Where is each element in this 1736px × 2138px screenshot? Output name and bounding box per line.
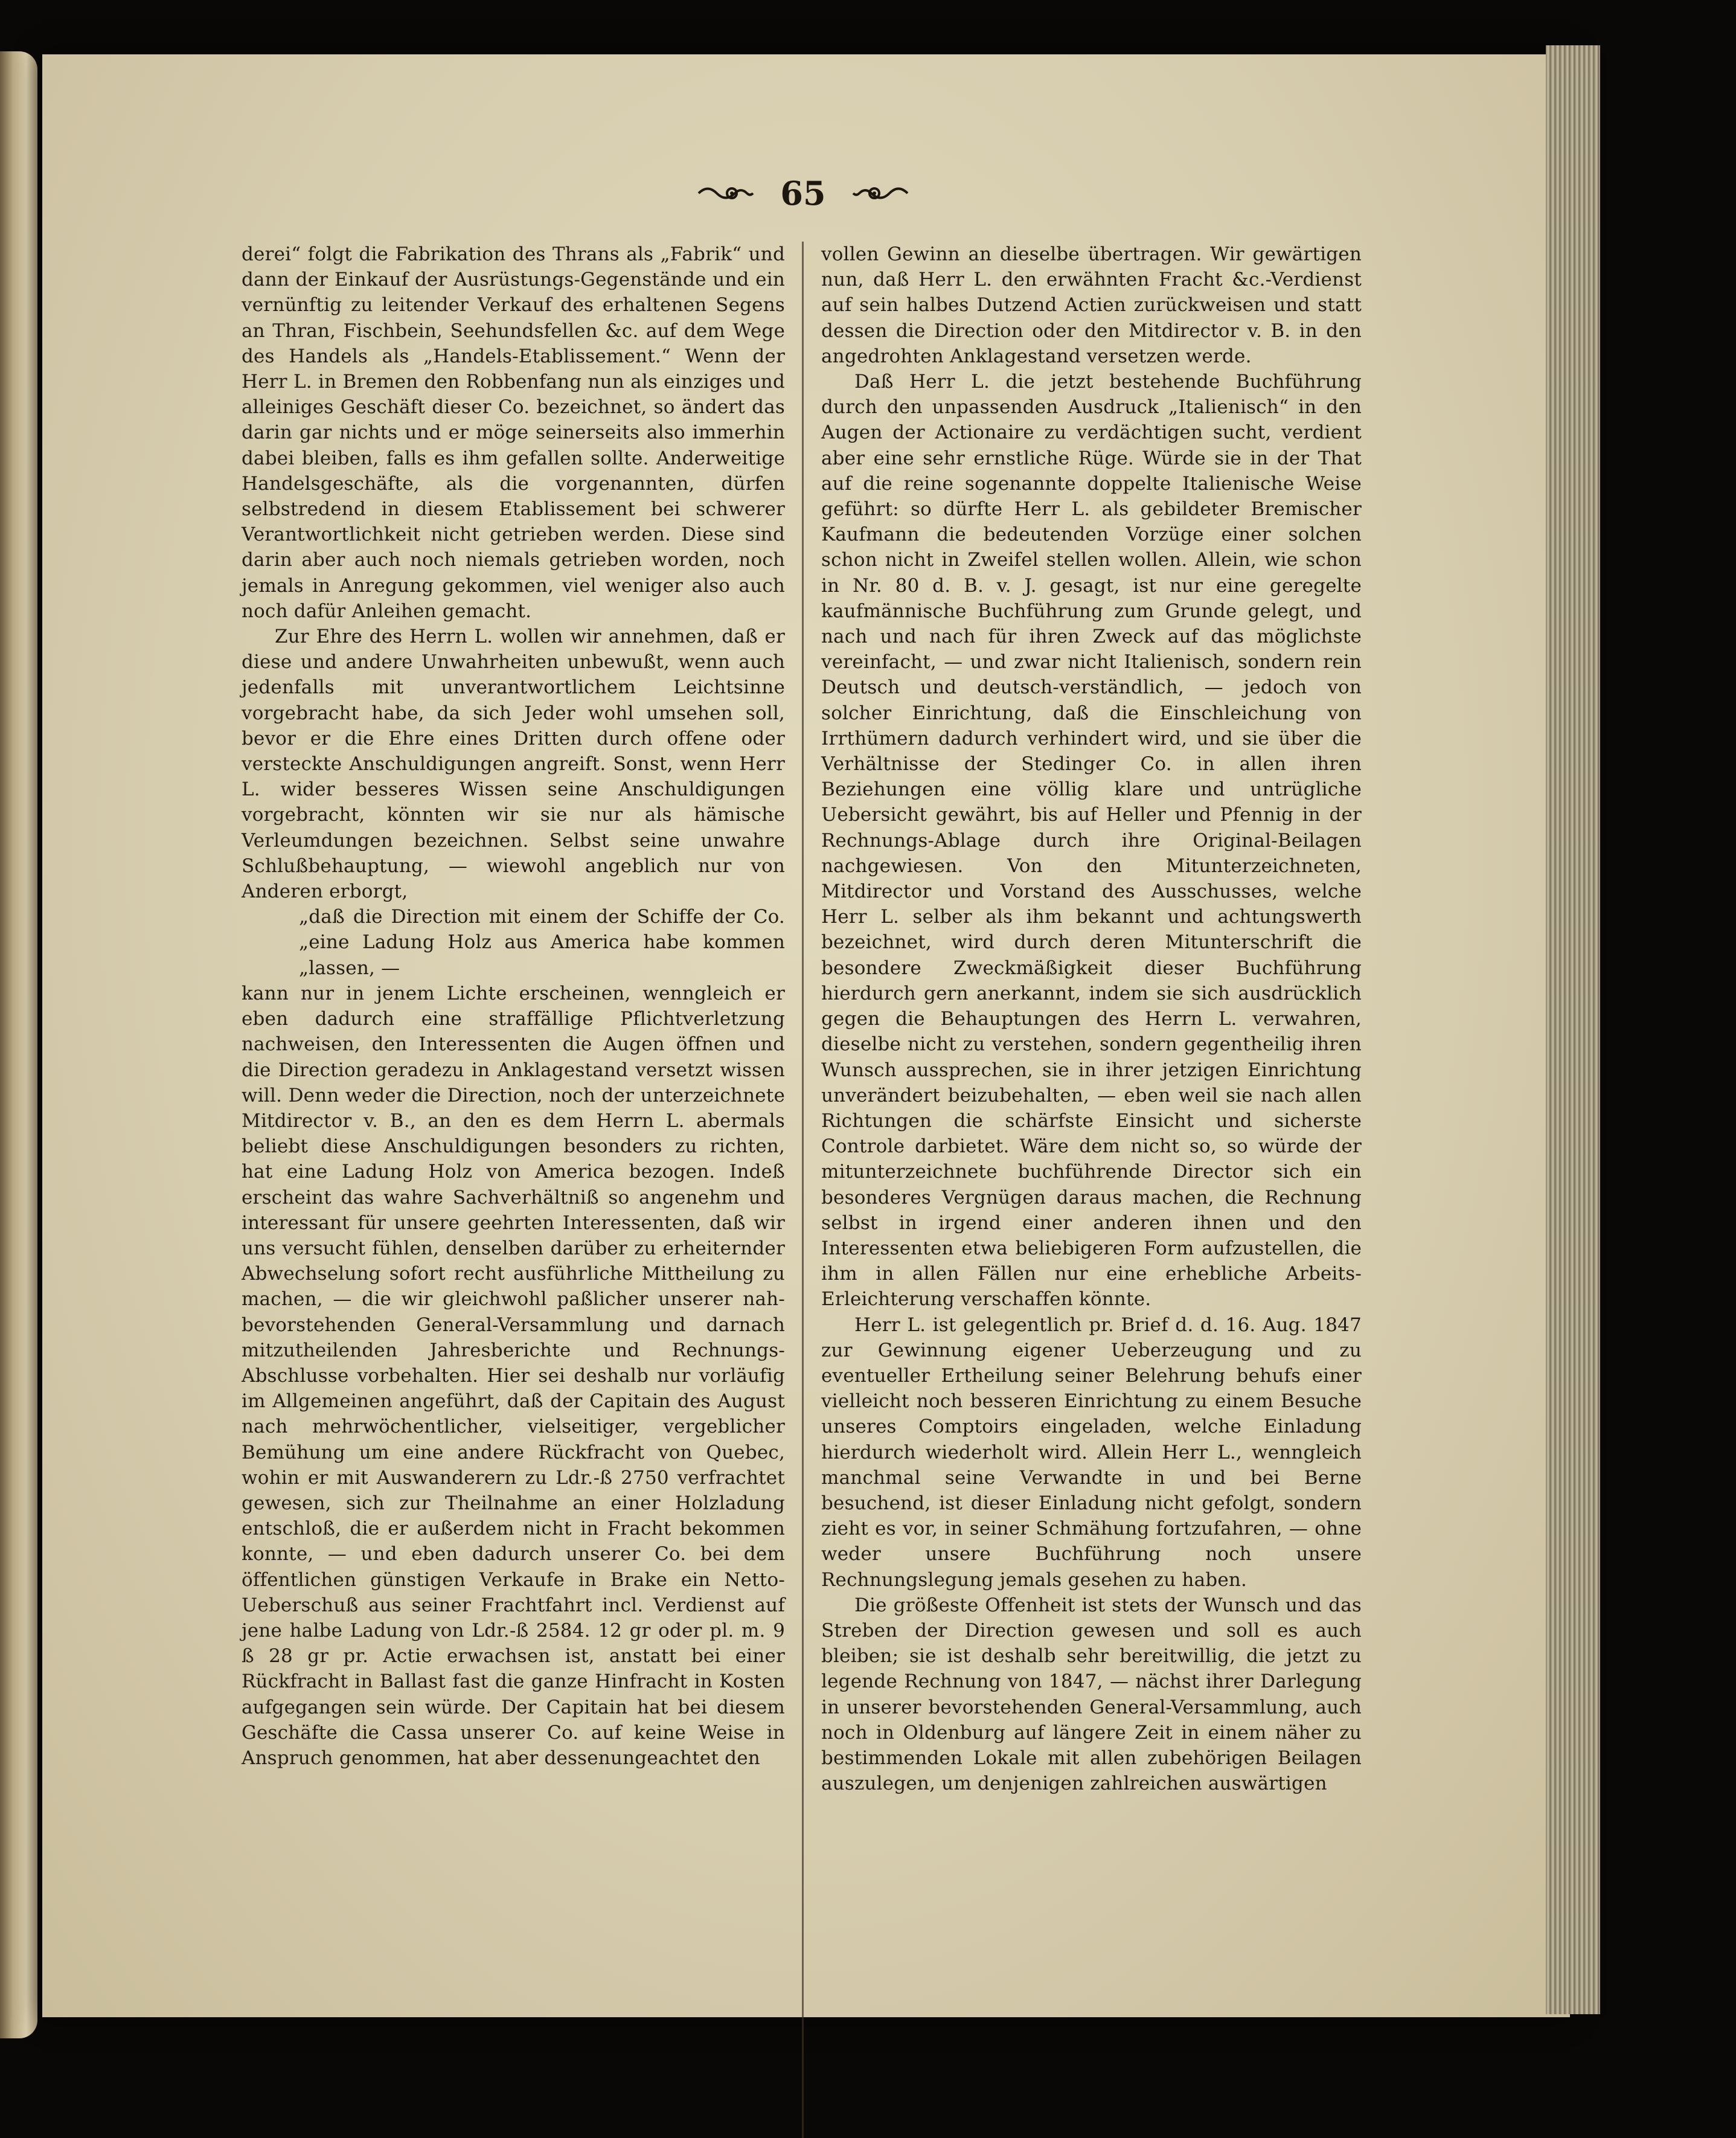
left-ornament-icon (696, 181, 756, 205)
paragraph: Daß Herr L. die jetzt bestehende Buchführung durch den unpassenden Ausdruck „Italienisch“ in den Augen der Actionaire zu verdächtigen sucht, verdient aber eine sehr ernstliche Rüge. Würde sie in der That auf die reine sogenannte doppelte Italienische Weise geführt: so dürfte Herr L. als gebildeter Bremischer Kaufmann die bedeutenden Vorzüge einer solchen schon nicht in Zweifel stellen wollen. Allein, wie schon in Nr. 80 d. B. v. J. gesagt, ist nur eine geregelte kaufmännische Buchführung zum Grunde gelegt, und nach und nach für ihren Zweck auf das möglichste vereinfacht, — und zwar nicht Italienisch, sondern rein Deutsch und deutsch-verständlich, — jedoch von solcher Einrichtung, daß die Einschleichung von Irrthümern dadurch verhindert wird, und sie über die Verhältnisse der Stedinger Co. in allen ihren Beziehungen eine völlig klare und untrügliche Uebersicht gewährt, bis auf Heller und Pfennig in der Rechnungs-Ablage durch ihre Original-Beilagen nachgewiesen. Von den Mitunterzeichneten, Mitdirector und Vorstand des Ausschusses, welche Herr L. selber als ihm bekannt und achtungswerth bezeichnet, wird durch deren Mitunterschrift die besondere Zweckmäßigkeit dieser Buchführung hierdurch gern anerkannt, indem sie sich ausdrücklich gegen die Behauptungen des Herrn L. verwahren, dieselbe nicht zu verstehen, sondern gegentheilig ihren Wunsch aussprechen, sie in ihrer jetzigen Einrichtung unverändert beizubehalten, — eben weil sie nach allen Richtungen die schärfste Einsicht und sicherste Controle darbietet. Wäre dem nicht so, so würde der mitunterzeichnete buchführende Director sich ein besonderes Vergnügen daraus machen, die Rechnung selbst in irgend einer anderen ihnen und den Interessenten etwa beliebigeren Form aufzustellen, die ihm in allen Fällen nur eine erhebliche Arbeits-Erleichterung verschaffen könnte. (821, 371, 1362, 1311)
paragraph: Die größeste Offenheit ist stets der Wunsch und das Streben der Direction gewesen und soll es auch bleiben; sie ist deshalb sehr bereitwillig, die jetzt zu legende Rechnung von 1847, — nächst ihrer Darlegung in unserer bevorstehenden General-Versammlung, auch noch in Oldenburg auf längere Zeit in einem näher zu bestimmenden Lokale mit allen zubehörigen Beilagen auszulegen, um denjenigen zahlreichen auswärtigen (821, 1594, 1362, 1795)
paragraph: vollen Gewinn an dieselbe übertragen. Wir gewärtigen nun, daß Herr L. den erwähnten Fracht &c.-Verdienst auf sein halbes Dutzend Actien zurückweisen und statt dessen die Direction oder den Mitdirector v. B. in den angedrohten Anklagestand versetzen werde. (821, 243, 1362, 367)
paragraph: derei“ folgt die Fabrikation des Thrans als „Fabrik“ und dann der Einkauf der Ausrüstungs-Gegenstände und ein vernünftig zu leitender Verkauf des erhaltenen Segens an Thran, Fischbein, Seehundsfellen &c. auf dem Wege des Handels als „Handels-Etablissement.“ Wenn der Herr L. in Bremen den Robbenfang nun als einziges und alleiniges Geschäft dieser Co. bezeichnet, so ändert das darin gar nichts und er möge seinerseits also immerhin dabei bleiben, falls es ihm gefallen sollte. Anderweitige Handelsgeschäfte, als die vorgenannten, dürfen selbstredend in diesem Etablissement bei schwerer Verantwortlichkeit nicht getrieben werden. Diese sind darin aber auch noch niemals getrieben worden, noch jemals in Anregung gekommen, viel weniger also auch noch dafür Anleihen gemacht. (242, 243, 785, 622)
facing-page-edge (0, 51, 37, 2038)
right-ornament-icon (850, 181, 911, 205)
page-number: 65 (780, 174, 826, 213)
page-block-edge (1546, 45, 1600, 2014)
left-text-column (242, 242, 785, 1771)
page-header (664, 169, 942, 217)
paragraph: Herr L. ist gelegentlich pr. Brief d. d. 16. Aug. 1847 zur Gewinnung eigener Ueberzeugung und zu eventueller Ertheilung seiner Belehrung behufs einer vielleicht noch besseren Einrichtung zu einem Besuche unseres Comptoirs eingeladen, welche Einladung hierdurch wiederholt wird. Allein Herr L., wenngleich manchmal seine Verwandte in und bei Berne besuchend, ist dieser Einladung nicht gefolgt, sondern zieht es vor, in seiner Schmähung fortzufahren, — ohne weder unsere Buchführung noch unsere Rechnungslegung jemals gesehen zu haben. (821, 1314, 1362, 1591)
right-text-column (821, 242, 1362, 1796)
quotation: „daß die Direction mit einem der Schiffe der Co. „eine Ladung Holz aus America habe kommen „lassen, — (299, 906, 785, 979)
paragraph: Zur Ehre des Herrn L. wollen wir annehmen, daß er diese und andere Unwahrheiten unbewußt, wenn auch jedenfalls mit unverantwortlichem Leichtsinne vorgebracht habe, da sich Jeder wohl umsehen soll, bevor er die Ehre eines Dritten durch offene oder versteckte Anschuldigungen angreift. Sonst, wenn Herr L. wider besseres Wissen seine Anschuldigungen vorgebracht, könnten wir sie nur als hämische Verleumdungen bezeichnen. Selbst seine unwahre Schlußbehauptung, — wiewohl angeblich nur von Anderen erborgt, (242, 626, 785, 903)
paragraph: kann nur in jenem Lichte erscheinen, wenngleich er eben dadurch eine straffällige Pflichtverletzung nachweisen, den Interessenten die Augen öffnen und die Direction geradezu in Anklagestand versetzt wissen will. Denn weder die Direction, noch der unterzeichnete Mitdirector v. B., an den es dem Herrn L. abermals beliebt diese Anschuldigungen besonders zu richten, hat eine Ladung Holz von America bezogen. Indeß erscheint das wahre Sachverhältniß so angenehm und interessant für unsere geehrten Interessenten, daß wir uns versucht fühlen, denselben darüber zu erheiternder Abwechselung sofort recht ausführliche Mittheilung zu machen, — die wir gleichwohl paßlicher unserer nah-bevorstehenden General-Versammlung und darnach mitzutheilenden Jahresberichte und Rechnungs-Abschlusse vorbehalten. Hier sei deshalb nur vorläufig im Allgemeinen angeführt, daß der Capitain des August nach mehrwöchentlicher, vielseitiger, vergeblicher Bemühung um eine andere Rückfracht von Quebec, wohin er mit Auswanderern zu Ldr.-ß 2750 verfrachtet gewesen, sich zur Theilnahme an einer Holzladung entschloß, die er außerdem nicht in Fracht bekommen konnte, — und eben dadurch unserer Co. bei dem öffentlichen günstigen Verkaufe in Brake ein Netto-Ueberschuß aus seiner Frachtfahrt incl. Verdienst auf jene halbe Ladung von Ldr.-ß 2584. 12 gr oder pl. m. 9 ß 28 gr pr. Actie erwachsen ist, anstatt bei einer Rückfracht in Ballast fast die ganze Hinfracht in Kosten aufgegangen sein würde. Der Capitain hat bei diesem Geschäfte die Cassa unserer Co. auf keine Weise in Anspruch genommen, hat aber dessenungeachtet den (242, 982, 785, 1769)
column-divider (802, 242, 804, 2138)
